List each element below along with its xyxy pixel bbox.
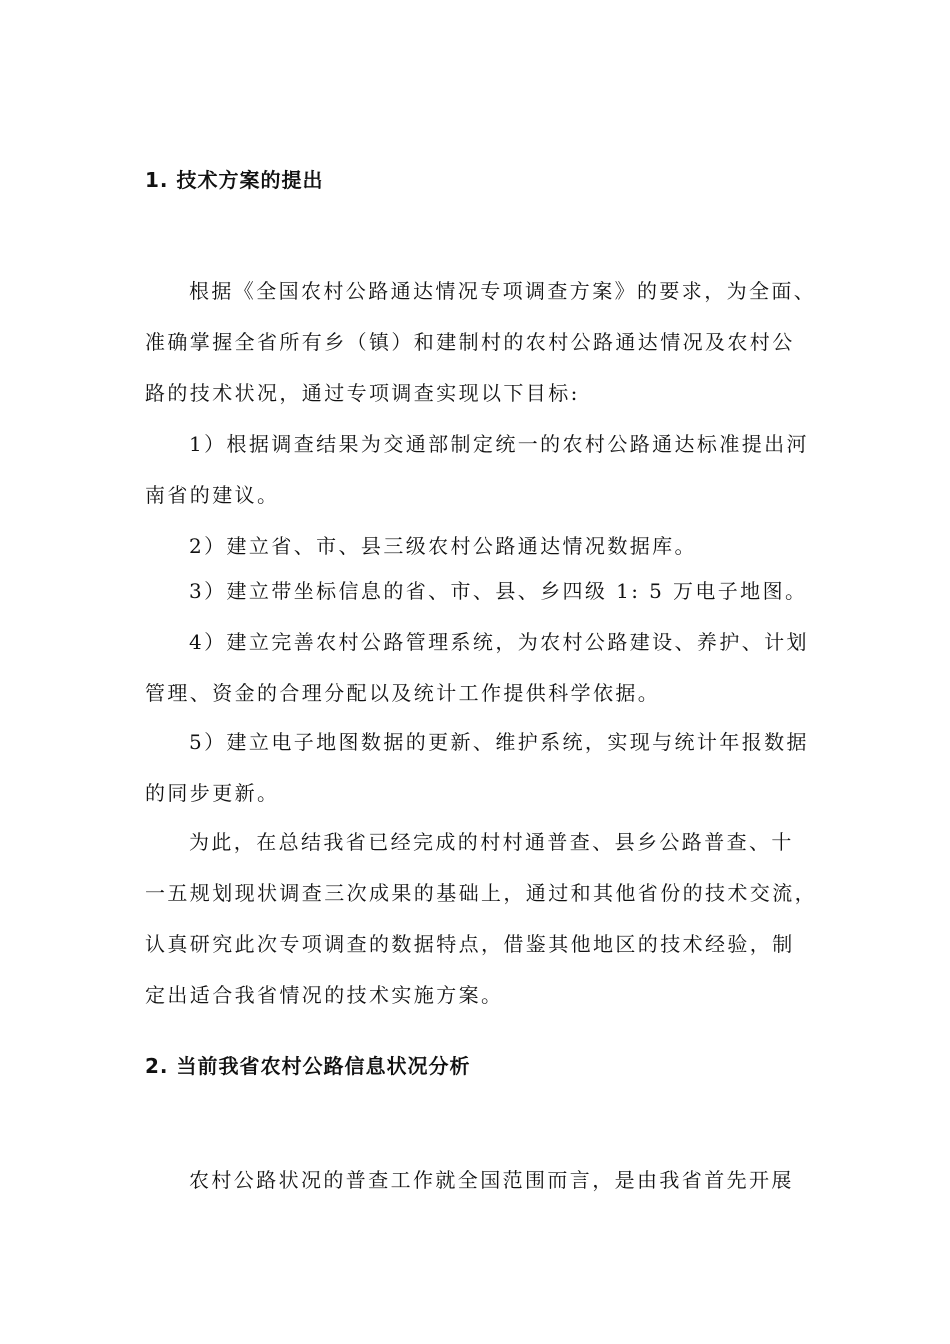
section-1-summary-paragraph	[145, 817, 815, 1021]
goal-5-paragraph	[145, 717, 815, 819]
section-1-heading: 1. 技术方案的提出	[145, 168, 324, 192]
paragraph-line: 准确掌握全省所有乡（镇）和建制村的农村公路通达情况及农村公	[145, 330, 795, 354]
section-1-intro-paragraph	[145, 266, 815, 419]
paragraph-line: 管理、资金的合理分配以及统计工作提供科学依据。	[145, 681, 661, 705]
paragraph-line: 5）建立电子地图数据的更新、维护系统，实现与统计年报数据	[189, 730, 809, 754]
paragraph-line: 的同步更新。	[145, 781, 280, 805]
goal-3-paragraph	[145, 566, 815, 617]
paragraph-line: 定出适合我省情况的技术实施方案。	[145, 983, 504, 1007]
paragraph-line: 3）建立带坐标信息的省、市、县、乡四级 1: 5 万电子地图。	[189, 579, 808, 603]
goal-4-paragraph	[145, 617, 815, 719]
paragraph-line: 1）根据调查结果为交通部制定统一的农村公路通达标准提出河	[189, 432, 809, 456]
paragraph-line: 路的技术状况，通过专项调查实现以下目标:	[145, 381, 580, 405]
paragraph-line: 南省的建议。	[145, 483, 280, 507]
paragraph-line: 为此，在总结我省已经完成的村村通普查、县乡公路普查、十	[189, 830, 794, 854]
paragraph-line: 农村公路状况的普查工作就全国范围而言，是由我省首先开展	[189, 1168, 794, 1192]
paragraph-line: 认真研究此次专项调查的数据特点，借鉴其他地区的技术经验，制	[145, 932, 795, 956]
paragraph-line: 2）建立省、市、县三级农村公路通达情况数据库。	[189, 534, 697, 558]
section-2-paragraph	[145, 1155, 815, 1206]
paragraph-line: 一五规划现状调查三次成果的基础上，通过和其他省份的技术交流，	[145, 881, 817, 905]
paragraph-line: 4）建立完善农村公路管理系统，为农村公路建设、养护、计划	[189, 630, 809, 654]
paragraph-line: 根据《全国农村公路通达情况专项调查方案》的要求，为全面、	[189, 279, 817, 303]
goal-1-paragraph	[145, 419, 815, 521]
goal-2-paragraph	[145, 521, 815, 572]
section-2-heading: 2. 当前我省农村公路信息状况分析	[145, 1054, 471, 1078]
